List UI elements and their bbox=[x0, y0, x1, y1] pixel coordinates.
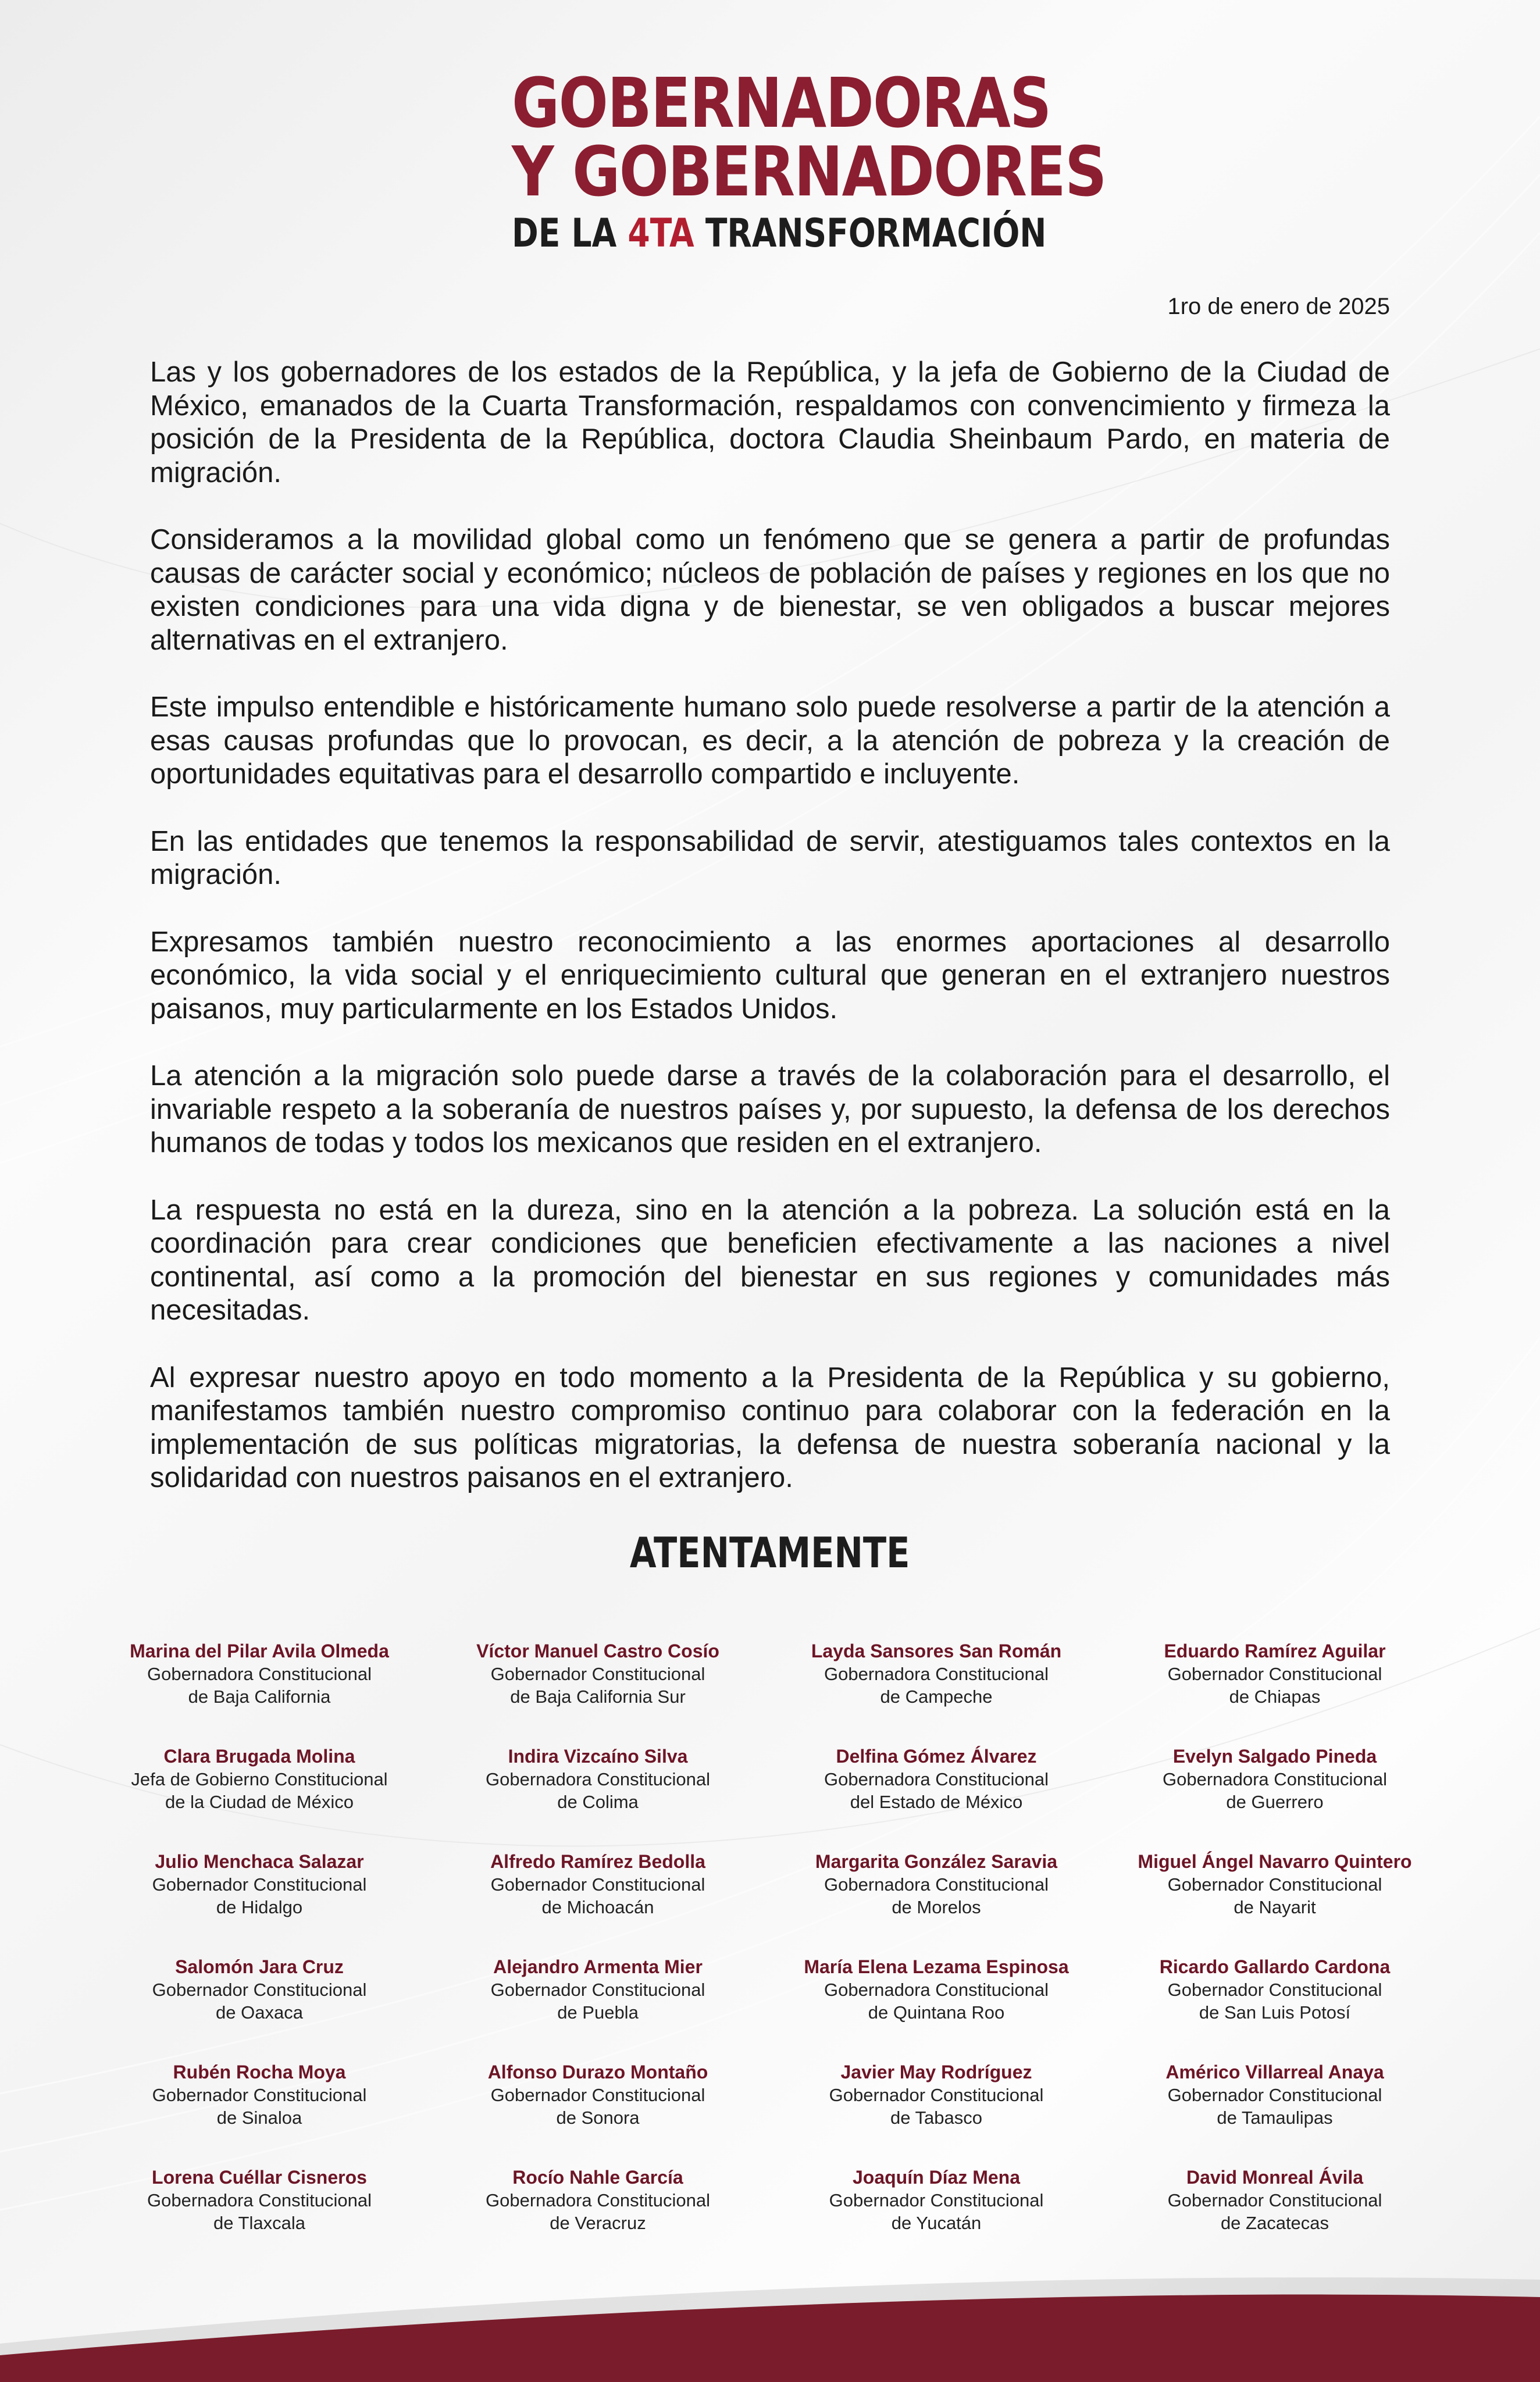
signatory bbox=[429, 1745, 767, 1813]
signatory-name: Alejandro Armenta Mier bbox=[493, 1956, 703, 1977]
closing-text: ATENTAMENTE bbox=[630, 1528, 910, 1577]
header-subtitle bbox=[512, 211, 1047, 257]
signatory-name: Víctor Manuel Castro Cosío bbox=[476, 1641, 719, 1661]
signatory-name: Miguel Ángel Navarro Quintero bbox=[1138, 1851, 1412, 1872]
signatory bbox=[767, 1956, 1106, 2024]
body-paragraph: La respuesta no está en la dureza, sino en la atención a la pobreza. La solución está en la coordinación para crear condiciones que beneficien efectivamente a las naciones a nivel continental, así como a la promoción del bienestar en sus regiones y comunidades más necesitadas. bbox=[150, 1194, 1390, 1326]
bottom-band bbox=[0, 2268, 1540, 2382]
signatory-role: Gobernador Constitucional bbox=[1167, 2085, 1382, 2105]
signatory-role: Gobernadora Constitucional bbox=[147, 1664, 372, 1684]
signatory bbox=[90, 1850, 429, 1919]
body-paragraph: Expresamos también nuestro reconocimiento a las enormes aportaciones al desarrollo económico, la vida social y el enriquecimiento cultural que generan en el extranjero nuestros paisanos, muy particularmente en los Estados Unidos. bbox=[150, 926, 1390, 1025]
signatory-name: Rubén Rocha Moya bbox=[173, 2062, 346, 2083]
signatory-state: de Baja California Sur bbox=[510, 1686, 686, 1707]
signatory-state: de Nayarit bbox=[1234, 1897, 1316, 1917]
signatory bbox=[90, 1956, 429, 2024]
signatory bbox=[429, 1640, 767, 1708]
signatory-role: Gobernador Constitucional bbox=[152, 2085, 367, 2105]
body-paragraph: Este impulso entendible e históricamente humano solo puede resolverse a partir de la atención a esas causas profundas que lo provocan, es decir, a la atención de pobreza y la creación de oportunidades equitativas para el desarrollo compartido e incluyente. bbox=[150, 691, 1390, 790]
signatory-name: Rocío Nahle García bbox=[512, 2167, 683, 2188]
signatory-role: Gobernador Constitucional bbox=[152, 1980, 367, 2000]
signatory-name: Javier May Rodríguez bbox=[840, 2062, 1032, 2083]
header-title-line1: GOBERNADORAS bbox=[512, 63, 1051, 143]
signatory-role: Gobernadora Constitucional bbox=[824, 1874, 1049, 1895]
signatory-role: Gobernador Constitucional bbox=[152, 1874, 367, 1895]
signatory-name: Ricardo Gallardo Cardona bbox=[1159, 1956, 1391, 1977]
body-paragraph: Al expresar nuestro apoyo en todo momento a la Presidenta de la República y su gobierno, manifestamos también nuestro compromiso continuo para colaborar con la federación en la implementación de sus políticas migratorias, la defensa de nuestra soberanía nacional y la solidaridad con nuestros paisanos en el extranjero. bbox=[150, 1361, 1390, 1493]
signatory-name: Marina del Pilar Avila Olmeda bbox=[130, 1641, 389, 1661]
header-subtitle-accent: 4TA bbox=[628, 211, 694, 256]
signatory-name: María Elena Lezama Espinosa bbox=[804, 1956, 1069, 1977]
signatory-state: de Tlaxcala bbox=[213, 2213, 305, 2233]
signatory-name: Layda Sansores San Román bbox=[811, 1641, 1062, 1661]
signatory-state: de Yucatán bbox=[891, 2213, 982, 2233]
signatory-name: Eduardo Ramírez Aguilar bbox=[1164, 1641, 1386, 1661]
signatory-role: Gobernador Constitucional bbox=[829, 2190, 1044, 2210]
signatory-state: del Estado de México bbox=[850, 1792, 1023, 1812]
signatory-state: de Veracruz bbox=[550, 2213, 646, 2233]
signatory bbox=[767, 1745, 1106, 1813]
signatory-state: de Campeche bbox=[880, 1686, 993, 1707]
signatory-role: Gobernador Constitucional bbox=[1167, 2190, 1382, 2210]
body-paragraph: Las y los gobernadores de los estados de la República, y la jefa de Gobierno de la Ciudad de México, emanados de la Cuarta Transformación, respaldamos con convencimiento y firmeza la posición de la Presidenta de la República, doctora Claudia Sheinbaum Pardo, en materia de migración. bbox=[150, 356, 1390, 488]
signatory-state: de Baja California bbox=[188, 1686, 331, 1707]
signatory-role: Gobernador Constitucional bbox=[829, 2085, 1044, 2105]
signatory bbox=[767, 1850, 1106, 1919]
signatory-role: Gobernador Constitucional bbox=[490, 1980, 705, 2000]
signatory-role: Gobernadora Constitucional bbox=[147, 2190, 372, 2210]
signatory-name: Salomón Jara Cruz bbox=[175, 1956, 344, 1977]
signatory-state: de Zacatecas bbox=[1220, 2213, 1329, 2233]
signatory-state: de Tamaulipas bbox=[1217, 2108, 1333, 2128]
signatory bbox=[1106, 2061, 1444, 2129]
signatory-state: de Puebla bbox=[557, 2002, 639, 2023]
signatory-state: de Tabasco bbox=[890, 2108, 982, 2128]
signatory-role: Gobernadora Constitucional bbox=[824, 1664, 1049, 1684]
signatory-state: de Sonora bbox=[556, 2108, 640, 2128]
signatory-state: de la Ciudad de México bbox=[165, 1792, 354, 1812]
signatory-role: Gobernadora Constitucional bbox=[824, 1980, 1049, 2000]
signatory-role: Gobernadora Constitucional bbox=[485, 1769, 711, 1789]
body-paragraph: Consideramos a la movilidad global como un fenómeno que se genera a partir de profundas causas de carácter social y económico; núcleos de población de países y regiones en los que no existen condiciones para una vida digna y de bienestar, se ven obligados a buscar mejores alternativas en el extranjero. bbox=[150, 524, 1390, 656]
signatory-role: Gobernador Constitucional bbox=[1167, 1664, 1382, 1684]
signatory-role: Gobernador Constitucional bbox=[490, 1664, 705, 1684]
signatory bbox=[90, 2061, 429, 2129]
signatory bbox=[1106, 2166, 1444, 2234]
body-paragraph: En las entidades que tenemos la responsabilidad de servir, atestiguamos tales contextos en la migración. bbox=[150, 825, 1390, 890]
signatory bbox=[1106, 1956, 1444, 2024]
signatory-state: de Quintana Roo bbox=[868, 2002, 1005, 2023]
signatory-state: de Michoacán bbox=[541, 1897, 654, 1917]
signatory-role: Gobernadora Constitucional bbox=[824, 1769, 1049, 1789]
signatory-state: de Sinaloa bbox=[216, 2108, 302, 2128]
signatory bbox=[1106, 1640, 1444, 1708]
signatory bbox=[90, 1640, 429, 1708]
signatory bbox=[1106, 1745, 1444, 1813]
signatory bbox=[429, 2061, 767, 2129]
signatory bbox=[90, 1745, 429, 1813]
signatory-name: Indira Vizcaíno Silva bbox=[508, 1746, 688, 1767]
signatory-state: de Oaxaca bbox=[216, 2002, 303, 2023]
signatory-role: Gobernador Constitucional bbox=[490, 2085, 705, 2105]
signatory-role: Gobernador Constitucional bbox=[490, 1874, 705, 1895]
signatory-role: Gobernador Constitucional bbox=[1167, 1980, 1382, 2000]
document-header bbox=[512, 63, 1106, 257]
signatory-role: Gobernadora Constitucional bbox=[1162, 1769, 1388, 1789]
signatory-state: de Colima bbox=[557, 1792, 639, 1812]
document-date: 1ro de enero de 2025 bbox=[1167, 294, 1390, 319]
signatory bbox=[767, 2061, 1106, 2129]
header-subtitle-post: TRANSFORMACIÓN bbox=[694, 211, 1047, 256]
signatory-state: de Guerrero bbox=[1226, 1792, 1324, 1812]
signatory-role: Gobernadora Constitucional bbox=[485, 2190, 711, 2210]
signatory bbox=[1106, 1850, 1444, 1919]
signatory-name: Alfonso Durazo Montaño bbox=[487, 2062, 708, 2083]
signatory-name: Alfredo Ramírez Bedolla bbox=[490, 1851, 705, 1872]
body-paragraph: La atención a la migración solo puede darse a través de la colaboración para el desarrollo, el invariable respeto a la soberanía de nuestros países y, por supuesto, la defensa de los derechos humanos de todas y todos los mexicanos que residen en el extranjero. bbox=[150, 1060, 1390, 1158]
signatory-state: de Hidalgo bbox=[216, 1897, 303, 1917]
signatory-state: de Morelos bbox=[892, 1897, 981, 1917]
signatory-name: David Monreal Ávila bbox=[1186, 2167, 1364, 2188]
signatory bbox=[429, 1850, 767, 1919]
signatory-name: Américo Villarreal Anaya bbox=[1165, 2062, 1384, 2083]
signatory-name: Clara Brugada Molina bbox=[163, 1746, 355, 1767]
header-subtitle-pre: DE LA bbox=[512, 211, 628, 256]
letter-body bbox=[150, 356, 1390, 1529]
signatory-role: Gobernador Constitucional bbox=[1167, 1874, 1382, 1895]
signatory-role: Jefa de Gobierno Constitucional bbox=[131, 1769, 388, 1789]
signatory bbox=[429, 1956, 767, 2024]
closing-heading bbox=[0, 1528, 1540, 1577]
signatory bbox=[767, 2166, 1106, 2234]
signatory bbox=[429, 2166, 767, 2234]
signatory-name: Evelyn Salgado Pineda bbox=[1172, 1746, 1377, 1767]
signatory bbox=[767, 1640, 1106, 1708]
signatories-grid bbox=[90, 1640, 1445, 2234]
signatory-name: Julio Menchaca Salazar bbox=[155, 1851, 364, 1872]
signatory-name: Lorena Cuéllar Cisneros bbox=[152, 2167, 367, 2188]
signatory bbox=[90, 2166, 429, 2234]
signatory-state: de Chiapas bbox=[1229, 1686, 1321, 1707]
signatory-state: de San Luis Potosí bbox=[1199, 2002, 1351, 2023]
signatory-name: Margarita González Saravia bbox=[815, 1851, 1058, 1872]
signatory-name: Joaquín Díaz Mena bbox=[852, 2167, 1021, 2188]
header-title-line2: Y GOBERNADORES bbox=[512, 131, 1106, 212]
signatory-name: Delfina Gómez Álvarez bbox=[836, 1746, 1037, 1767]
